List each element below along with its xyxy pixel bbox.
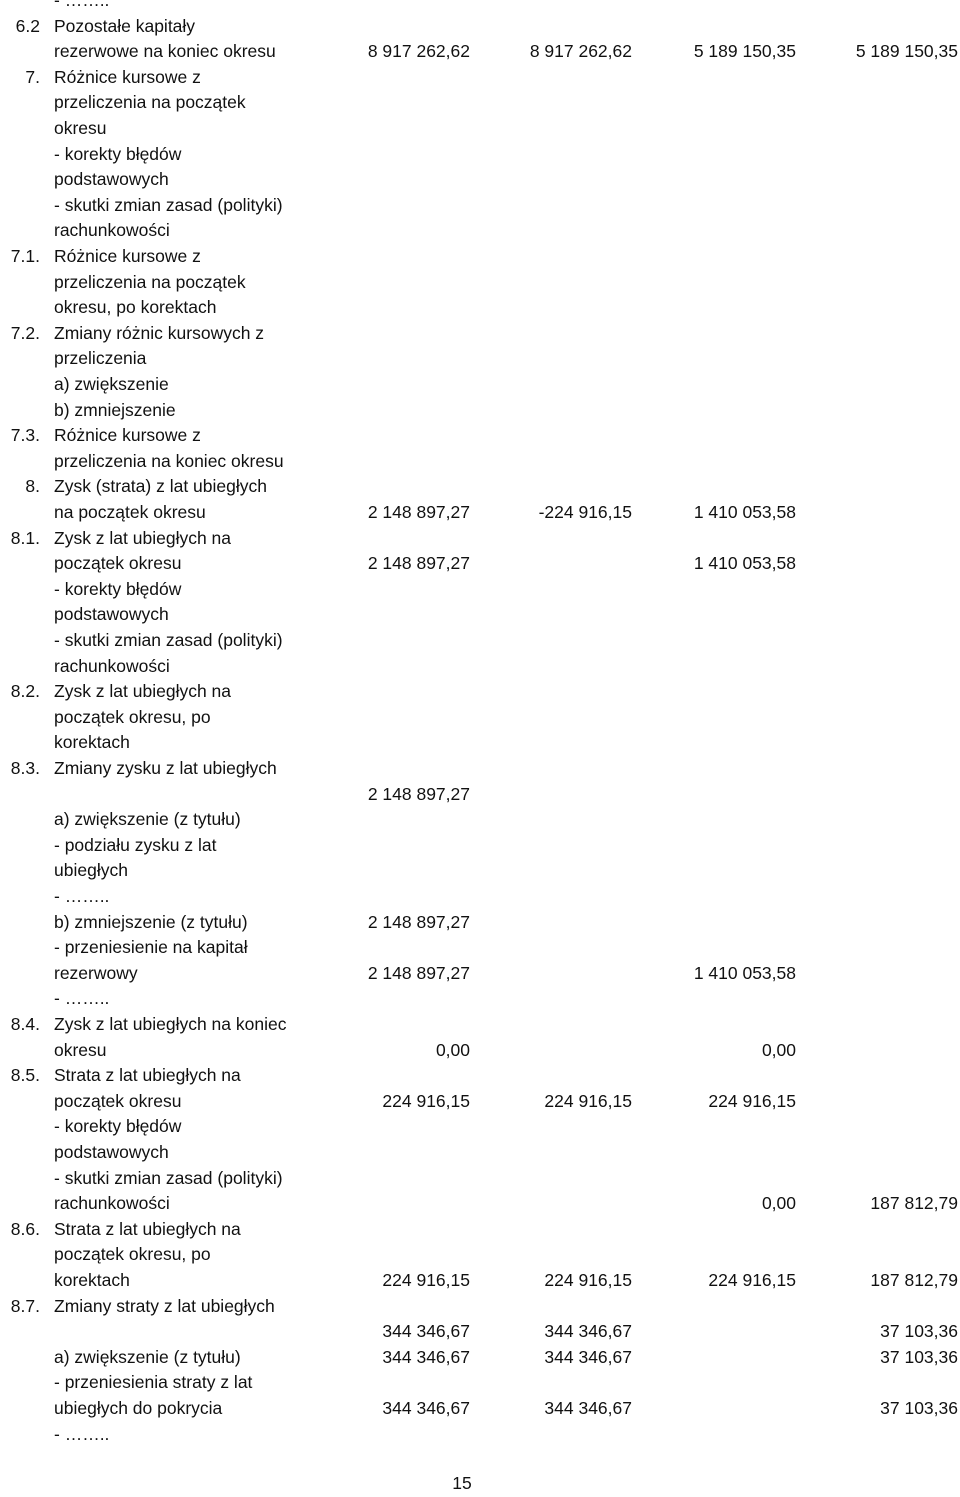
value-col-1: 2 148 897,27 (367, 783, 470, 804)
row-label: rezerwowe na koniec okresu (54, 41, 276, 62)
value-col-1: 344 346,67 (382, 1321, 470, 1342)
table-row (0, 1012, 960, 1038)
value-col-3: 1 410 053,58 (693, 553, 796, 574)
row-label: korektach (54, 732, 130, 753)
row-label: rachunkowości (54, 655, 170, 676)
value-col-4: 37 103,36 (880, 1398, 958, 1418)
value-col-2: 344 346,67 (544, 1321, 632, 1342)
row-label: Zysk z lat ubiegłych na (54, 527, 232, 548)
table-row (0, 884, 960, 910)
row-label: podstawowych (54, 169, 169, 190)
table-row (0, 1345, 960, 1371)
table-row (0, 321, 960, 347)
row-label: przeliczenia na koniec okresu (54, 450, 284, 471)
row-label: Różnice kursowe z (54, 66, 201, 87)
value-col-4: 5 189 150,35 (855, 41, 958, 62)
table-row (0, 551, 960, 577)
table-row (0, 218, 960, 244)
row-number: 8.1. (10, 527, 40, 548)
row-number: 7.2. (10, 322, 40, 343)
row-number: 6.2 (15, 15, 40, 36)
value-col-4: 37 103,36 (880, 1346, 958, 1367)
table-row (0, 449, 960, 475)
row-label: początek okresu, po (54, 706, 211, 727)
value-col-1: 8 917 262,62 (367, 41, 470, 62)
row-label: podstawowych (54, 1142, 169, 1162)
row-label: - podziału zysku z lat (54, 834, 217, 855)
row-label: Strata z lat ubiegłych na (54, 1065, 241, 1086)
table-row (0, 346, 960, 372)
row-label: Strata z lat ubiegłych na (54, 1218, 241, 1239)
table-row (0, 244, 960, 270)
row-label: a) zwiększenie (z tytułu) (54, 1346, 241, 1367)
table-row (0, 1089, 960, 1115)
row-label: korektach (54, 1270, 130, 1290)
row-number: 8.4. (10, 1014, 40, 1034)
value-col-4: 187 812,79 (870, 1270, 958, 1290)
row-label: Różnice kursowe z (54, 425, 201, 446)
table-row (0, 65, 960, 91)
table-row (0, 1140, 960, 1166)
table-row (0, 986, 960, 1012)
row-label: - …….. (54, 988, 110, 1009)
row-number: 8. (25, 476, 40, 497)
value-col-2: 224 916,15 (544, 1090, 632, 1111)
value-col-1: 344 346,67 (382, 1398, 470, 1418)
value-col-1: 344 346,67 (382, 1346, 470, 1367)
row-label: okresu (54, 1039, 107, 1060)
row-number: 8.2. (10, 681, 40, 702)
table-row (0, 526, 960, 552)
table-row (0, 423, 960, 449)
row-label: b) zmniejszenie (z tytułu) (54, 911, 248, 932)
value-col-3: 0,00 (761, 1039, 796, 1060)
row-label: Różnice kursowe z (54, 246, 201, 266)
page-number: 15 (452, 1473, 472, 1493)
row-number: 8.3. (10, 758, 40, 778)
row-label: - skutki zmian zasad (polityki) (54, 1167, 283, 1188)
row-label: - korekty błędów (54, 578, 182, 599)
value-col-4: 187 812,79 (870, 1193, 958, 1214)
row-label: a) zwiększenie (z tytułu) (54, 809, 241, 830)
table-row (0, 1396, 960, 1422)
table-row (0, 1294, 960, 1320)
value-col-3: 224 916,15 (708, 1270, 796, 1290)
table-row (0, 1038, 960, 1064)
value-col-1: 2 148 897,27 (367, 553, 470, 574)
value-col-3: 224 916,15 (708, 1090, 796, 1111)
table-row (0, 1166, 960, 1192)
row-label: początek okresu (54, 1090, 182, 1111)
table-row (0, 1063, 960, 1089)
row-label: Zmiany różnic kursowych z (54, 322, 265, 343)
value-col-2: 8 917 262,62 (529, 41, 632, 62)
table-row (0, 193, 960, 219)
table-row (0, 654, 960, 680)
row-label: b) zmniejszenie (54, 399, 176, 420)
table-row (0, 705, 960, 731)
row-label: na początek okresu (54, 502, 206, 522)
row-label: Pozostałe kapitały (54, 15, 196, 36)
table-row (0, 14, 960, 40)
table-row (0, 679, 960, 705)
table-row (0, 1370, 960, 1396)
table-row (0, 628, 960, 654)
row-label: przeliczenia (54, 348, 147, 369)
value-col-2: 344 346,67 (544, 1346, 632, 1367)
value-col-1: 2 148 897,27 (367, 911, 470, 932)
row-number: 8.5. (10, 1065, 40, 1086)
row-label: - …….. (54, 886, 110, 906)
value-col-1: 224 916,15 (382, 1270, 470, 1290)
table-row (0, 142, 960, 168)
table-row (0, 474, 960, 500)
table-row (0, 372, 960, 398)
row-label: początek okresu, po (54, 1244, 211, 1265)
table-row (0, 602, 960, 628)
row-number: 8.6. (10, 1218, 40, 1239)
value-col-3: 1 410 053,58 (693, 502, 796, 522)
row-label: rachunkowości (54, 220, 170, 241)
table-row (0, 935, 960, 961)
value-col-3: 5 189 150,35 (693, 41, 796, 62)
table-row (0, 90, 960, 116)
row-label: okresu (54, 118, 107, 138)
row-number: 7.3. (10, 425, 40, 446)
row-label: - korekty błędów (54, 143, 182, 164)
table-row (0, 1191, 960, 1217)
row-label: przeliczenia na początek (54, 271, 246, 292)
row-label: ubiegłych do pokrycia (54, 1398, 223, 1418)
table-row (0, 1268, 960, 1294)
value-col-4: 37 103,36 (880, 1321, 958, 1342)
row-label: Zysk z lat ubiegłych na koniec (54, 1014, 287, 1034)
table-row (0, 39, 960, 65)
row-label: początek okresu (54, 553, 182, 574)
value-col-2: 224 916,15 (544, 1270, 632, 1290)
table-row (0, 500, 960, 526)
table-row (0, 167, 960, 193)
table-row (0, 0, 960, 14)
table-row (0, 1217, 960, 1243)
row-label: Zmiany zysku z lat ubiegłych (54, 758, 277, 778)
table-row (0, 910, 960, 936)
table-row (0, 1242, 960, 1268)
value-col-2: -224 916,15 (538, 502, 632, 522)
row-label: - skutki zmian zasad (polityki) (54, 194, 283, 215)
value-col-1: 2 148 897,27 (367, 962, 470, 983)
row-number: 7.1. (10, 246, 40, 266)
row-label: Zysk (strata) z lat ubiegłych (54, 476, 267, 497)
row-label: przeliczenia na początek (54, 92, 246, 113)
table-row (0, 295, 960, 321)
row-label: a) zwiększenie (54, 374, 169, 394)
row-label: okresu, po korektach (54, 297, 217, 318)
table-row (0, 577, 960, 603)
row-label: - …….. (54, 0, 110, 10)
row-label: - …….. (54, 1423, 110, 1444)
table-row (0, 398, 960, 424)
row-label: rezerwowy (54, 962, 138, 983)
table-row (0, 858, 960, 884)
table-row (0, 756, 960, 782)
table-row (0, 1114, 960, 1140)
table-row (0, 1319, 960, 1345)
value-col-1: 2 148 897,27 (367, 502, 470, 522)
value-col-1: 0,00 (435, 1039, 470, 1060)
value-col-2: 344 346,67 (544, 1398, 632, 1418)
value-col-3: 1 410 053,58 (693, 962, 796, 983)
row-label: - przeniesienia straty z lat (54, 1372, 253, 1393)
row-label: Zmiany straty z lat ubiegłych (54, 1295, 275, 1316)
value-col-1: 224 916,15 (382, 1090, 470, 1111)
row-number: 7. (25, 66, 40, 87)
row-label: Zysk z lat ubiegłych na (54, 681, 232, 702)
table-row (0, 116, 960, 142)
table-row (0, 1422, 960, 1448)
value-col-3: 0,00 (761, 1193, 796, 1214)
table-row (0, 782, 960, 808)
row-label: rachunkowości (54, 1193, 170, 1214)
row-number: 8.7. (10, 1295, 40, 1316)
table-row (0, 833, 960, 859)
table-row (0, 807, 960, 833)
row-label: - przeniesienie na kapitał (54, 937, 248, 958)
table-row (0, 961, 960, 987)
row-label: - skutki zmian zasad (polityki) (54, 630, 283, 650)
row-label: ubiegłych (54, 860, 128, 881)
row-label: - korekty błędów (54, 1116, 182, 1137)
table-row (0, 270, 960, 296)
row-label: podstawowych (54, 604, 169, 625)
table-row (0, 730, 960, 756)
